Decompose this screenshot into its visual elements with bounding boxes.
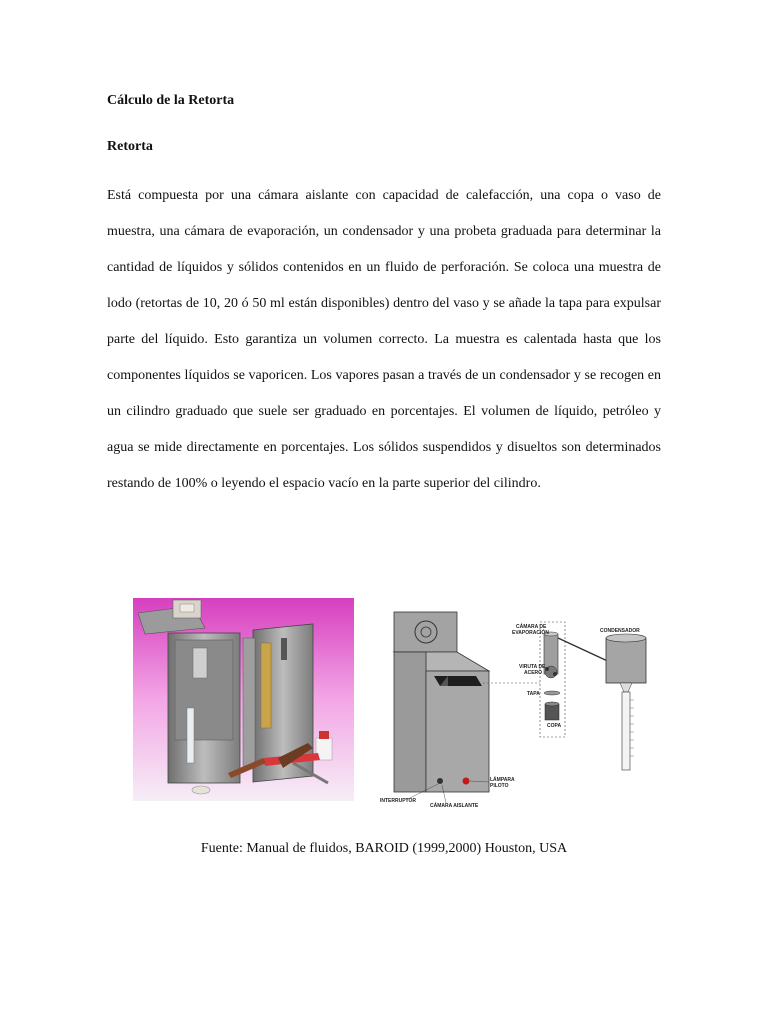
label-viruta-2: ACERO bbox=[524, 670, 543, 676]
retort-schematic-diagram bbox=[378, 596, 660, 809]
label-lampara-1: LÁMPARA bbox=[490, 777, 515, 783]
retort-kit-photo bbox=[133, 598, 354, 801]
page-title: Cálculo de la Retorta bbox=[107, 93, 235, 108]
section-heading: Retorta bbox=[107, 139, 153, 154]
label-camara-aislante: CÁMARA AISLANTE bbox=[430, 803, 479, 809]
label-lampara-2: PILOTO bbox=[490, 783, 509, 789]
label-condensador: CONDENSADOR bbox=[600, 628, 640, 634]
label-interruptor: INTERRUPTOR bbox=[380, 798, 417, 804]
label-viruta-1: VIRUTA DE bbox=[519, 664, 546, 670]
label-tapa: TAPA bbox=[527, 691, 540, 697]
label-camara-evaporacion-2: EVAPORACIÓN bbox=[512, 630, 549, 636]
label-camara-evaporacion-1: CÁMARA DE bbox=[516, 624, 547, 630]
figure-caption: Fuente: Manual de fluidos, BAROID (1999,2000) Houston, USA bbox=[200, 841, 568, 856]
label-copa: COPA bbox=[547, 723, 562, 729]
body-paragraph: Está compuesta por una cámara aislante con capacidad de calefacción, una copa o vaso de muestra, una cámara de evaporación, un condensador y una probeta graduada para determinar la cantidad de líquidos y sólidos contenidos en un fluido de perforación. Se coloca una muestra de lodo (retortas de 10, 20 ó 50 ml están disponibles) dentro del vaso y se añade la tapa para expulsar parte del líquido. Esto garantiza un volumen correcto. La muestra es calentada hasta que los componentes líquidos se vaporicen. Los vapores pasan a través de un condensador y se recogen en un cilindro graduado que suele ser graduado en porcentajes. El volumen de líquido, petróleo y agua se mide directamente en porcentajes. Los sólidos suspendidos y disueltos son determinados restando de 100% o leyendo el espacio vacío en la parte superior del cilindro. bbox=[107, 188, 661, 491]
